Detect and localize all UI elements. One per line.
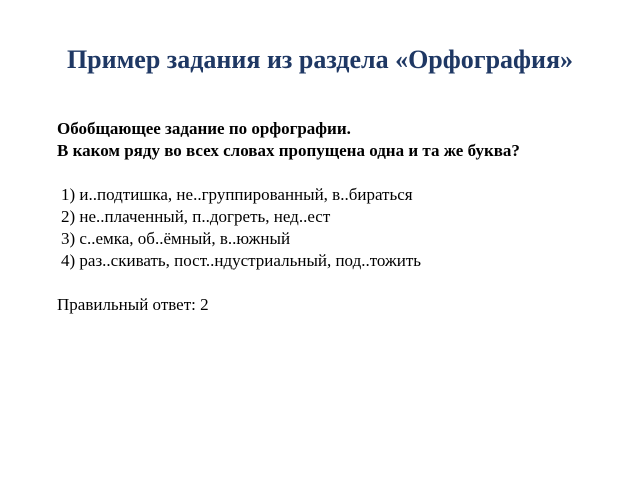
task-question: В каком ряду во всех словах пропущена одна и та же буква?	[57, 141, 520, 160]
task-heading: Обобщающее задание по орфографии.	[57, 119, 351, 138]
answer-option-1: 1) и..подтишка, не..группированный, в..бираться	[61, 185, 413, 204]
task-content	[57, 118, 577, 316]
slide-title: Пример задания из раздела «Орфография»	[66, 45, 574, 74]
answer-option-3: 3) с..емка, об..ёмный, в..южный	[61, 229, 291, 248]
answer-options-list	[57, 184, 577, 272]
answer-option-4: 4) раз..скивать, пост..ндустриальный, под..тожить	[61, 251, 422, 270]
answer-option-2: 2) не..плаченный, п..догреть, нед..ест	[61, 207, 331, 226]
correct-answer: Правильный ответ: 2	[57, 295, 209, 314]
